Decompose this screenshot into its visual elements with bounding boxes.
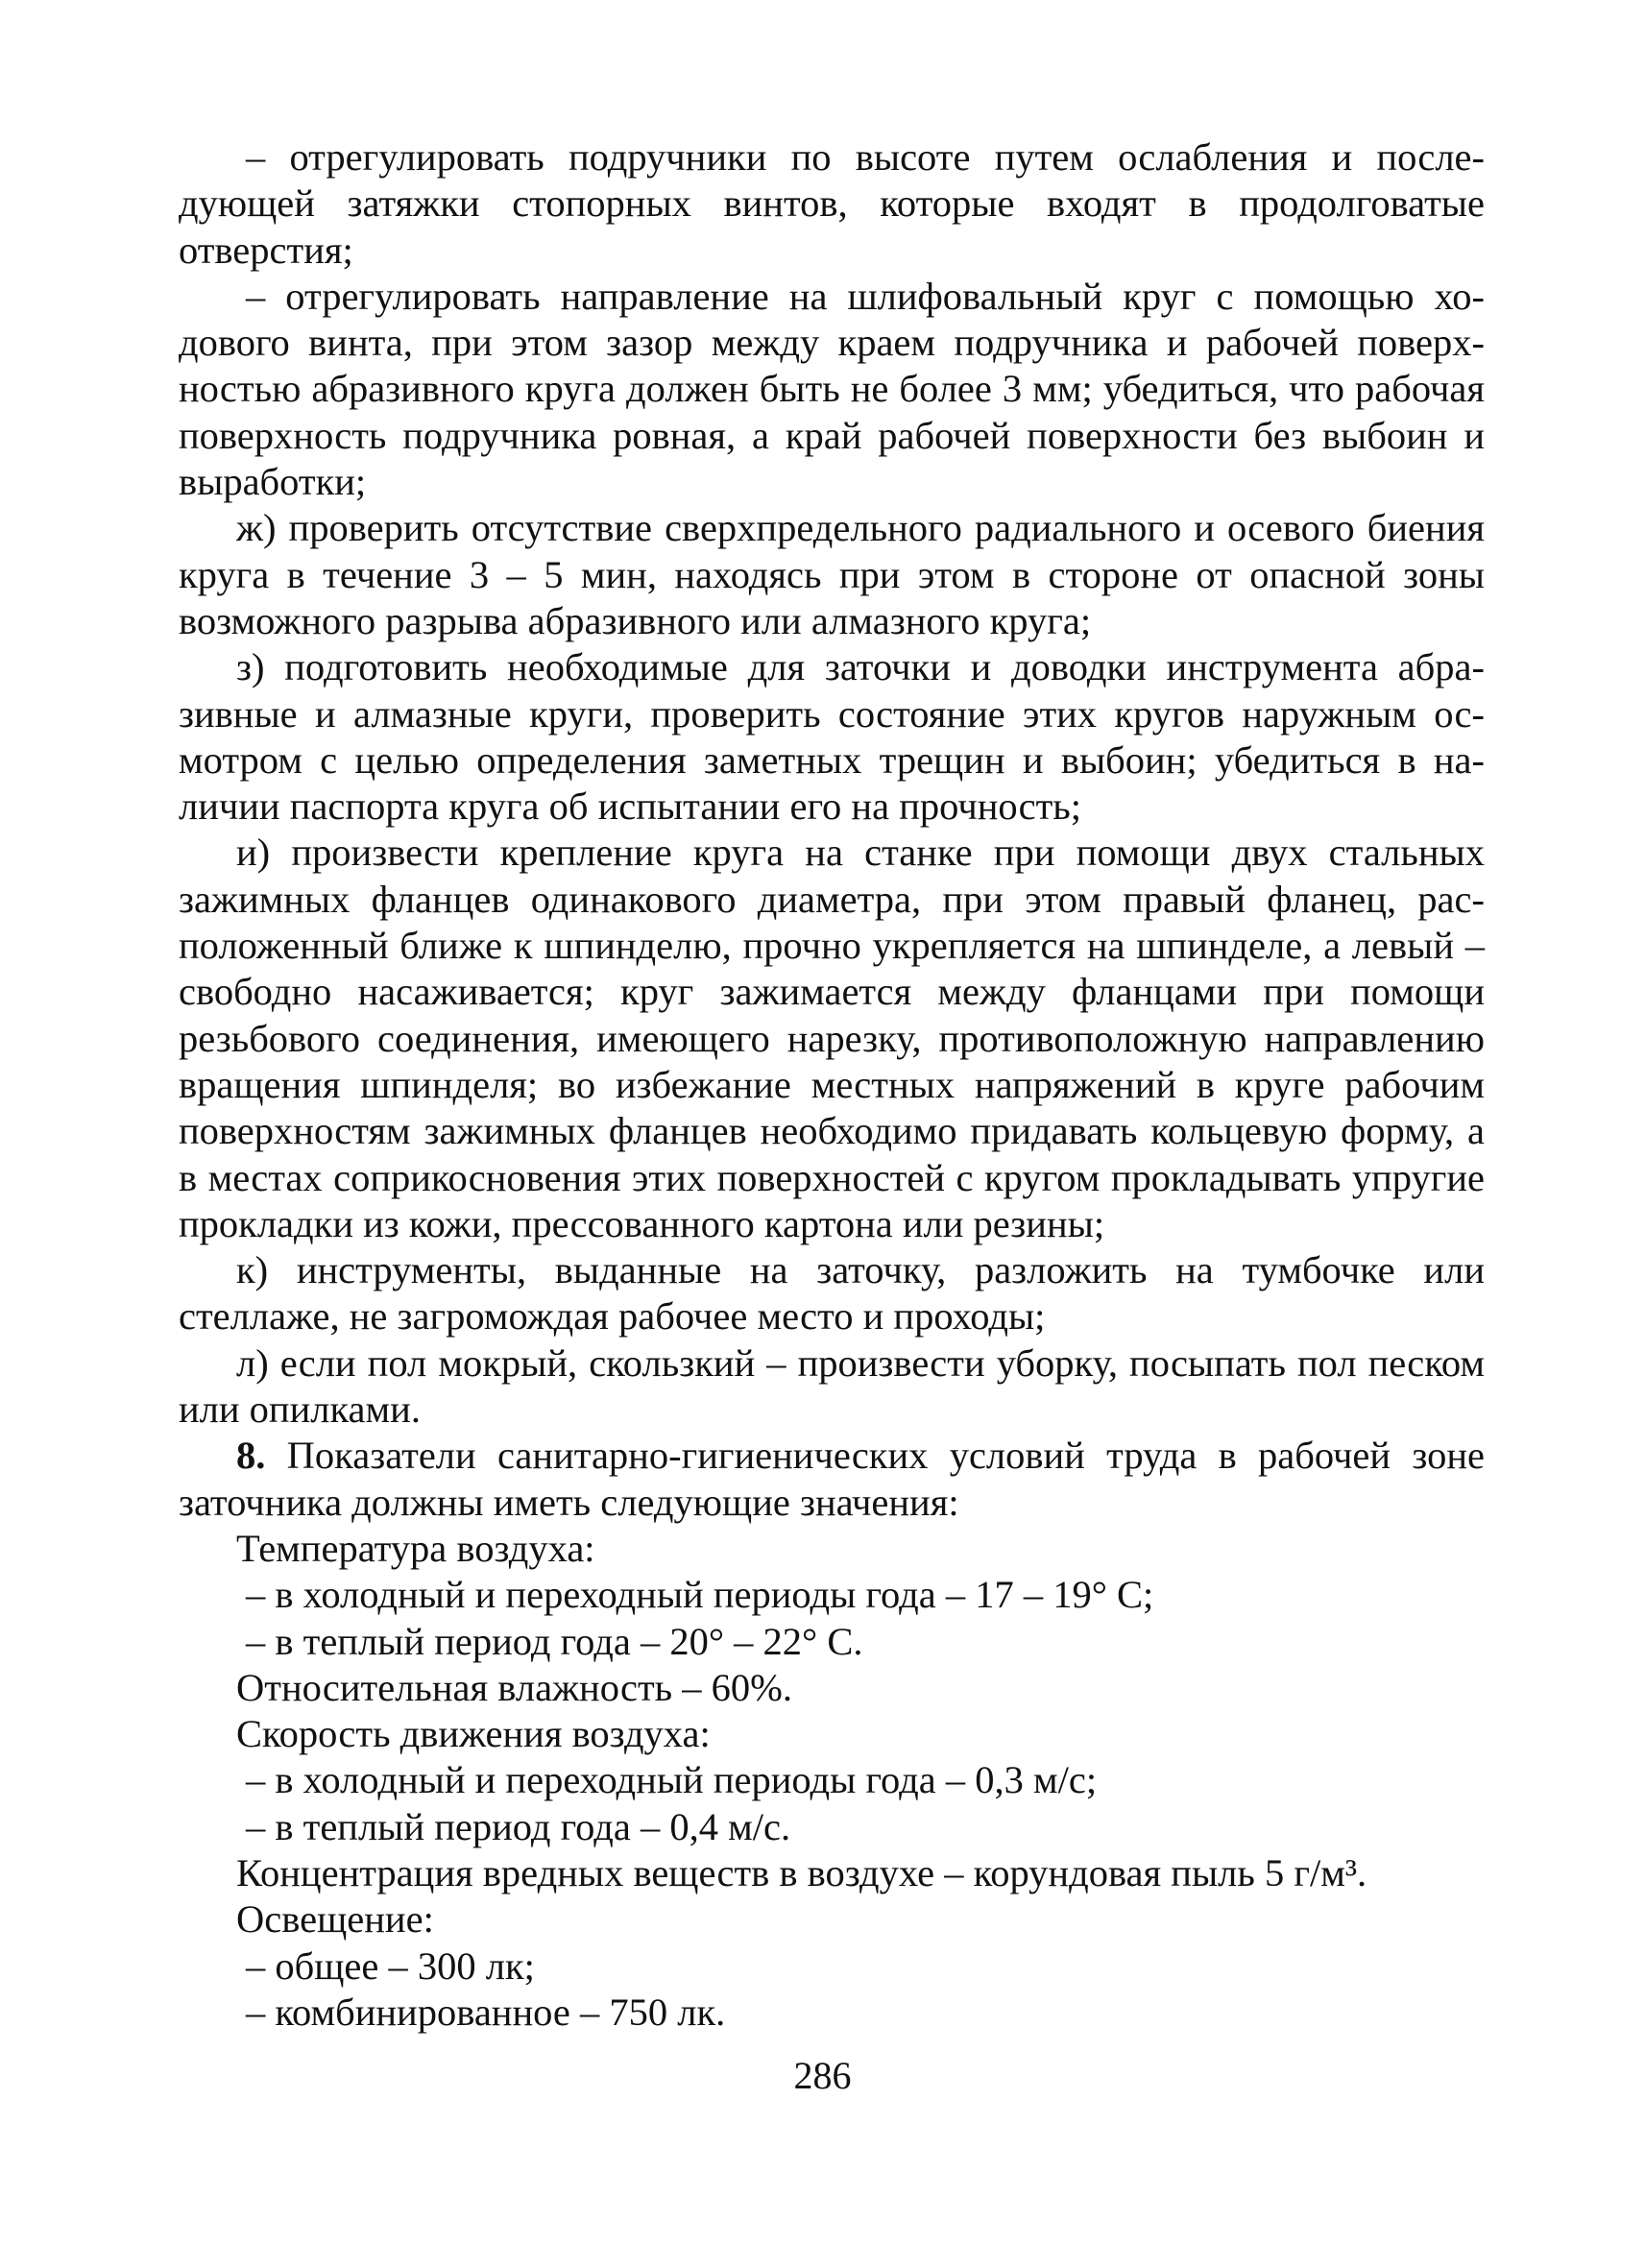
- harmful-substances-concentration: Концентрация вредных веществ в воздухе – корундовая пыль 5 г/м³.: [236, 1850, 1367, 1894]
- air-speed-warm-period: – в теплый период года – 0,4 м/с.: [246, 1804, 791, 1848]
- page-number: 286: [793, 2054, 852, 2097]
- document-page: [179, 134, 1485, 2036]
- temperature-label: Температура воздуха:: [236, 1526, 595, 1570]
- paragraph-item-l: л) если пол мокрый, скользкий – произвести уборку, посыпать пол песком или опилками.: [179, 1340, 1485, 1432]
- air-speed-label: Скорость движения воздуха:: [236, 1712, 711, 1756]
- temperature-warm-period: – в теплый период года – 20° – 22° С.: [246, 1619, 863, 1663]
- lighting-general: – общее – 300 лк;: [246, 1943, 535, 1988]
- section-8-paragraph: [179, 1433, 1485, 1526]
- temperature-cold-period: – в холодный и переходный периоды года – 17 – 19° С;: [246, 1573, 1154, 1617]
- section-8-text: Показатели санитарно-гигиенических условий труда в рабочей зоне заточника должны иметь следующие значения:: [179, 1434, 1485, 1524]
- paragraph-item-i: и) произвести крепление круга на станке при помощи двух стальных зажимных фланцев одинакового диаметра, при этом правый фланец, расположенный ближе к шпинделю, прочно укрепляется на шпинделе, а левый – свободно насаживается; круг зажимается между фланцами при помощи резьбового соединения, имеющего нарезку, противоположную направлению вращения шпинделя; во избежание местных напряжений в круге рабочим поверхностям зажимных фланцев необходимо придавать кольцевую форму, а в местах соприкосновения этих поверхностей с кругом прокладывать упругие прокладки из кожи, прессованного картона или резины;: [179, 831, 1485, 1245]
- paragraph-dash-1: – отрегулировать подручники по высоте путем ослабления и последующей затяжки стопорных винтов, которые входят в продолговатые отверстия;: [179, 135, 1485, 272]
- relative-humidity: Относительная влажность – 60%.: [236, 1665, 792, 1709]
- air-speed-cold-period: – в холодный и переходный периоды года – 0,3 м/с;: [246, 1758, 1098, 1802]
- paragraph-dash-2: – отрегулировать направление на шлифовальный круг с помощью ходового винта, при этом зазор между краем подручника и рабочей поверхностью абразивного круга должен быть не более 3 мм; убедиться, что рабочая поверхность подручника ровная, а край рабочей поверхности без выбоин и выработки;: [179, 274, 1485, 504]
- lighting-label: Освещение:: [236, 1897, 434, 1942]
- section-8-number: 8.: [236, 1434, 266, 1478]
- paragraph-item-zh: ж) проверить отсутствие сверхпредельного радиального и осевого биения круга в течение 3 – 5 мин, находясь при этом в стороне от опасной зоны возможного разрыва абразивного или алмазного круга;: [179, 506, 1485, 642]
- paragraph-item-k: к) инструменты, выданные на заточку, разложить на тумбочке или стеллаже, не загромождая рабочее место и проходы;: [179, 1248, 1485, 1339]
- paragraph-item-z: з) подготовить необходимые для заточки и доводки инструмента абразивные и алмазные круги, проверить состояние этих кругов наружным осмотром с целью определения заметных трещин и выбоин; убедиться в наличии паспорта круга об испытании его на прочность;: [179, 645, 1485, 829]
- lighting-combined: – комбинированное – 750 лк.: [246, 1990, 726, 2034]
